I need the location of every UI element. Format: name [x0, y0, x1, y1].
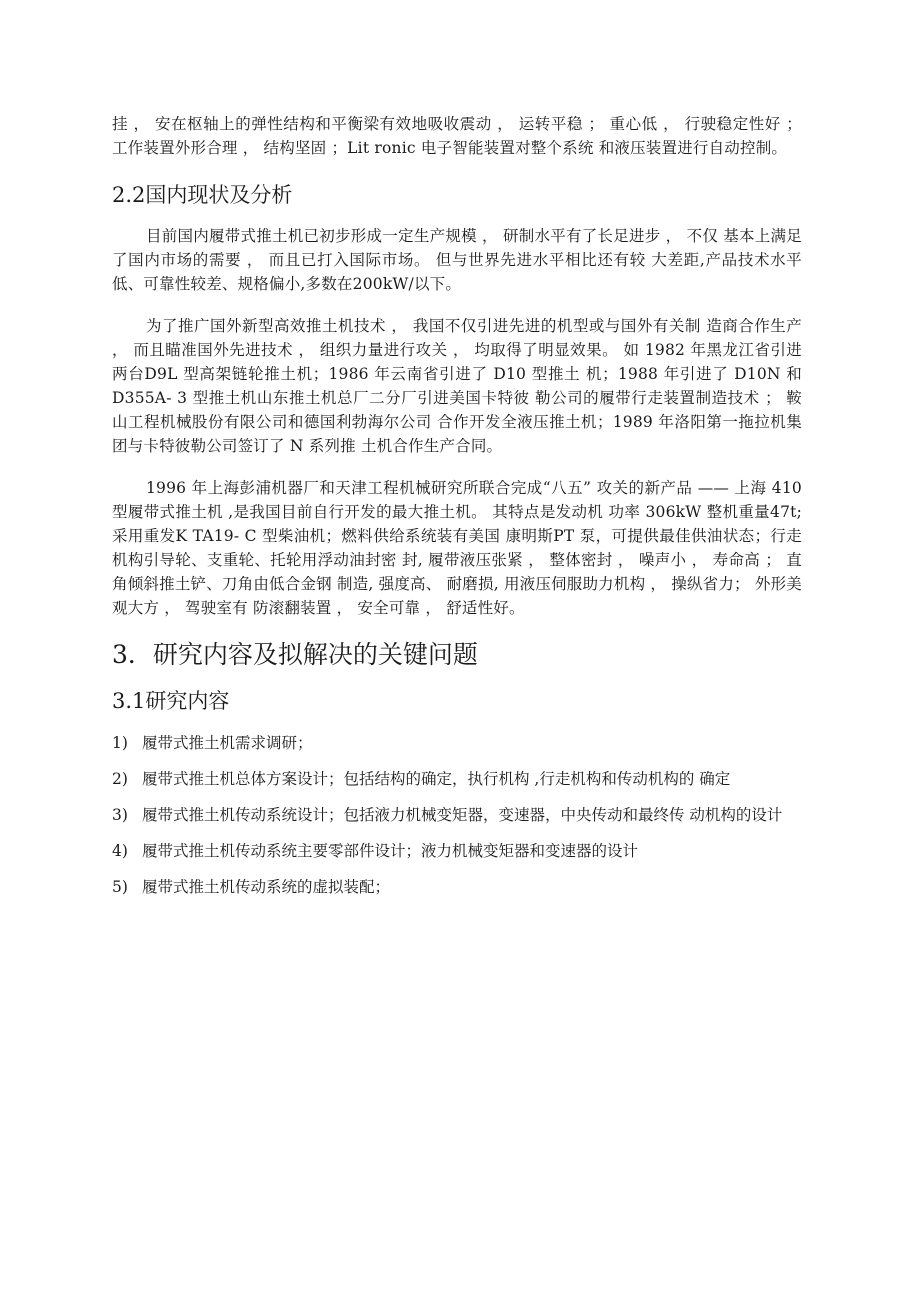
- intro-paragraph: 挂 ， 安在枢轴上的弹性结构和平衡梁有效地吸收震动 ， 运转平稳 ； 重心低 ， 行驶稳定性好 ； 工作装置外形合理 ， 结构坚固 ；Lit ronic 电子智能装置对整个系统 和液压装置进行自动控制。: [112, 115, 802, 157]
- list-item-number: 2): [112, 770, 128, 788]
- section-2-2-paragraph-1: 目前国内履带式推土机已初步形成一定生产规模 ， 研制水平有了长足进步 ， 不仅 基本上满足了国内市场的需要 ， 而且已打入国际市场。 但与世界先进水平相比还有较 大差距,产品技术水平低、可靠性较差、规格偏小,多数在200kW/以下。: [112, 227, 802, 293]
- list-item: [112, 838, 802, 864]
- list-item-number: 4): [112, 842, 128, 860]
- list-item-text: 履带式推土机传动系统的虚拟装配；: [142, 878, 391, 896]
- list-item-text: 履带式推土机需求调研；: [142, 734, 313, 752]
- section-2-2-paragraph-3: 1996 年上海彭浦机器厂和天津工程机械研究所联合完成“八五” 攻关的新产品 —— 上海 410 型履带式推土机 ,是我国目前自行开发的最大推土机。 其特点是发动机 功率 306kW 整机重量47t;采用重发K TA19- C 型柴油机；燃料供给系统装有美国 康明斯PT 泵，可提供最佳供油状态；行走机构引导轮、支重轮、托轮用浮动油封密 封, 履带液压张紧 ， 整体密封 ， 噪声小 ， 寿命高 ； 直角倾斜推土铲、刀角由低合金钢 制造, 强度高、 耐磨损, 用液压伺服助力机构 ， 操纵省力； 外形美观大方 ， 驾驶室有 防滚翻装置 ， 安全可靠 ， 舒适性好。: [112, 479, 802, 617]
- list-item: [112, 874, 802, 900]
- section-2-2-heading: 2.2国内现状及分析: [112, 183, 293, 207]
- list-item-text: 履带式推土机传动系统主要零部件设计；液力机械变矩器和变速器的设计: [142, 842, 639, 860]
- list-item-number: 1): [112, 734, 128, 752]
- list-item-text: 履带式推土机总体方案设计；包括结构的确定，执行机构 ,行走机构和传动机构的 确定: [142, 770, 731, 788]
- section-3-heading: 3．研究内容及拟解决的关键问题: [112, 640, 478, 669]
- research-content-list: [112, 730, 802, 900]
- list-item-text: 履带式推土机传动系统设计；包括液力机械变矩器，变速器，中央传动和最终传 动机构的设计: [142, 806, 783, 824]
- list-item-number: 5): [112, 878, 128, 896]
- list-item-number: 3): [112, 806, 128, 824]
- list-item: [112, 766, 802, 792]
- list-item: [112, 802, 802, 828]
- document-page: [112, 112, 802, 910]
- section-3-1-heading: 3.1研究内容: [112, 689, 230, 713]
- section-2-2-paragraph-2: 为了推广国外新型高效推土机技术 ， 我国不仅引进先进的机型或与国外有关制 造商合作生产 ， 而且瞄准国外先进技术 ， 组织力量进行攻关 ， 均取得了明显效果。 如 1982 年黑龙江省引进两台D9L 型高架链轮推土机；1986 年云南省引进了 D10 型推土 机；1988 年引进了 D10N 和D355A- 3 型推土机山东推土机总厂二分厂引进美国卡特彼 勒公司的履带行走装置制造技术 ； 鞍山工程机械股份有限公司和德国利勃海尔公司 合作开发全液压推土机；1989 年洛阳第一拖拉机集团与卡特彼勒公司签订了 N 系列推 土机合作生产合同。: [112, 317, 802, 455]
- list-item: [112, 730, 802, 756]
